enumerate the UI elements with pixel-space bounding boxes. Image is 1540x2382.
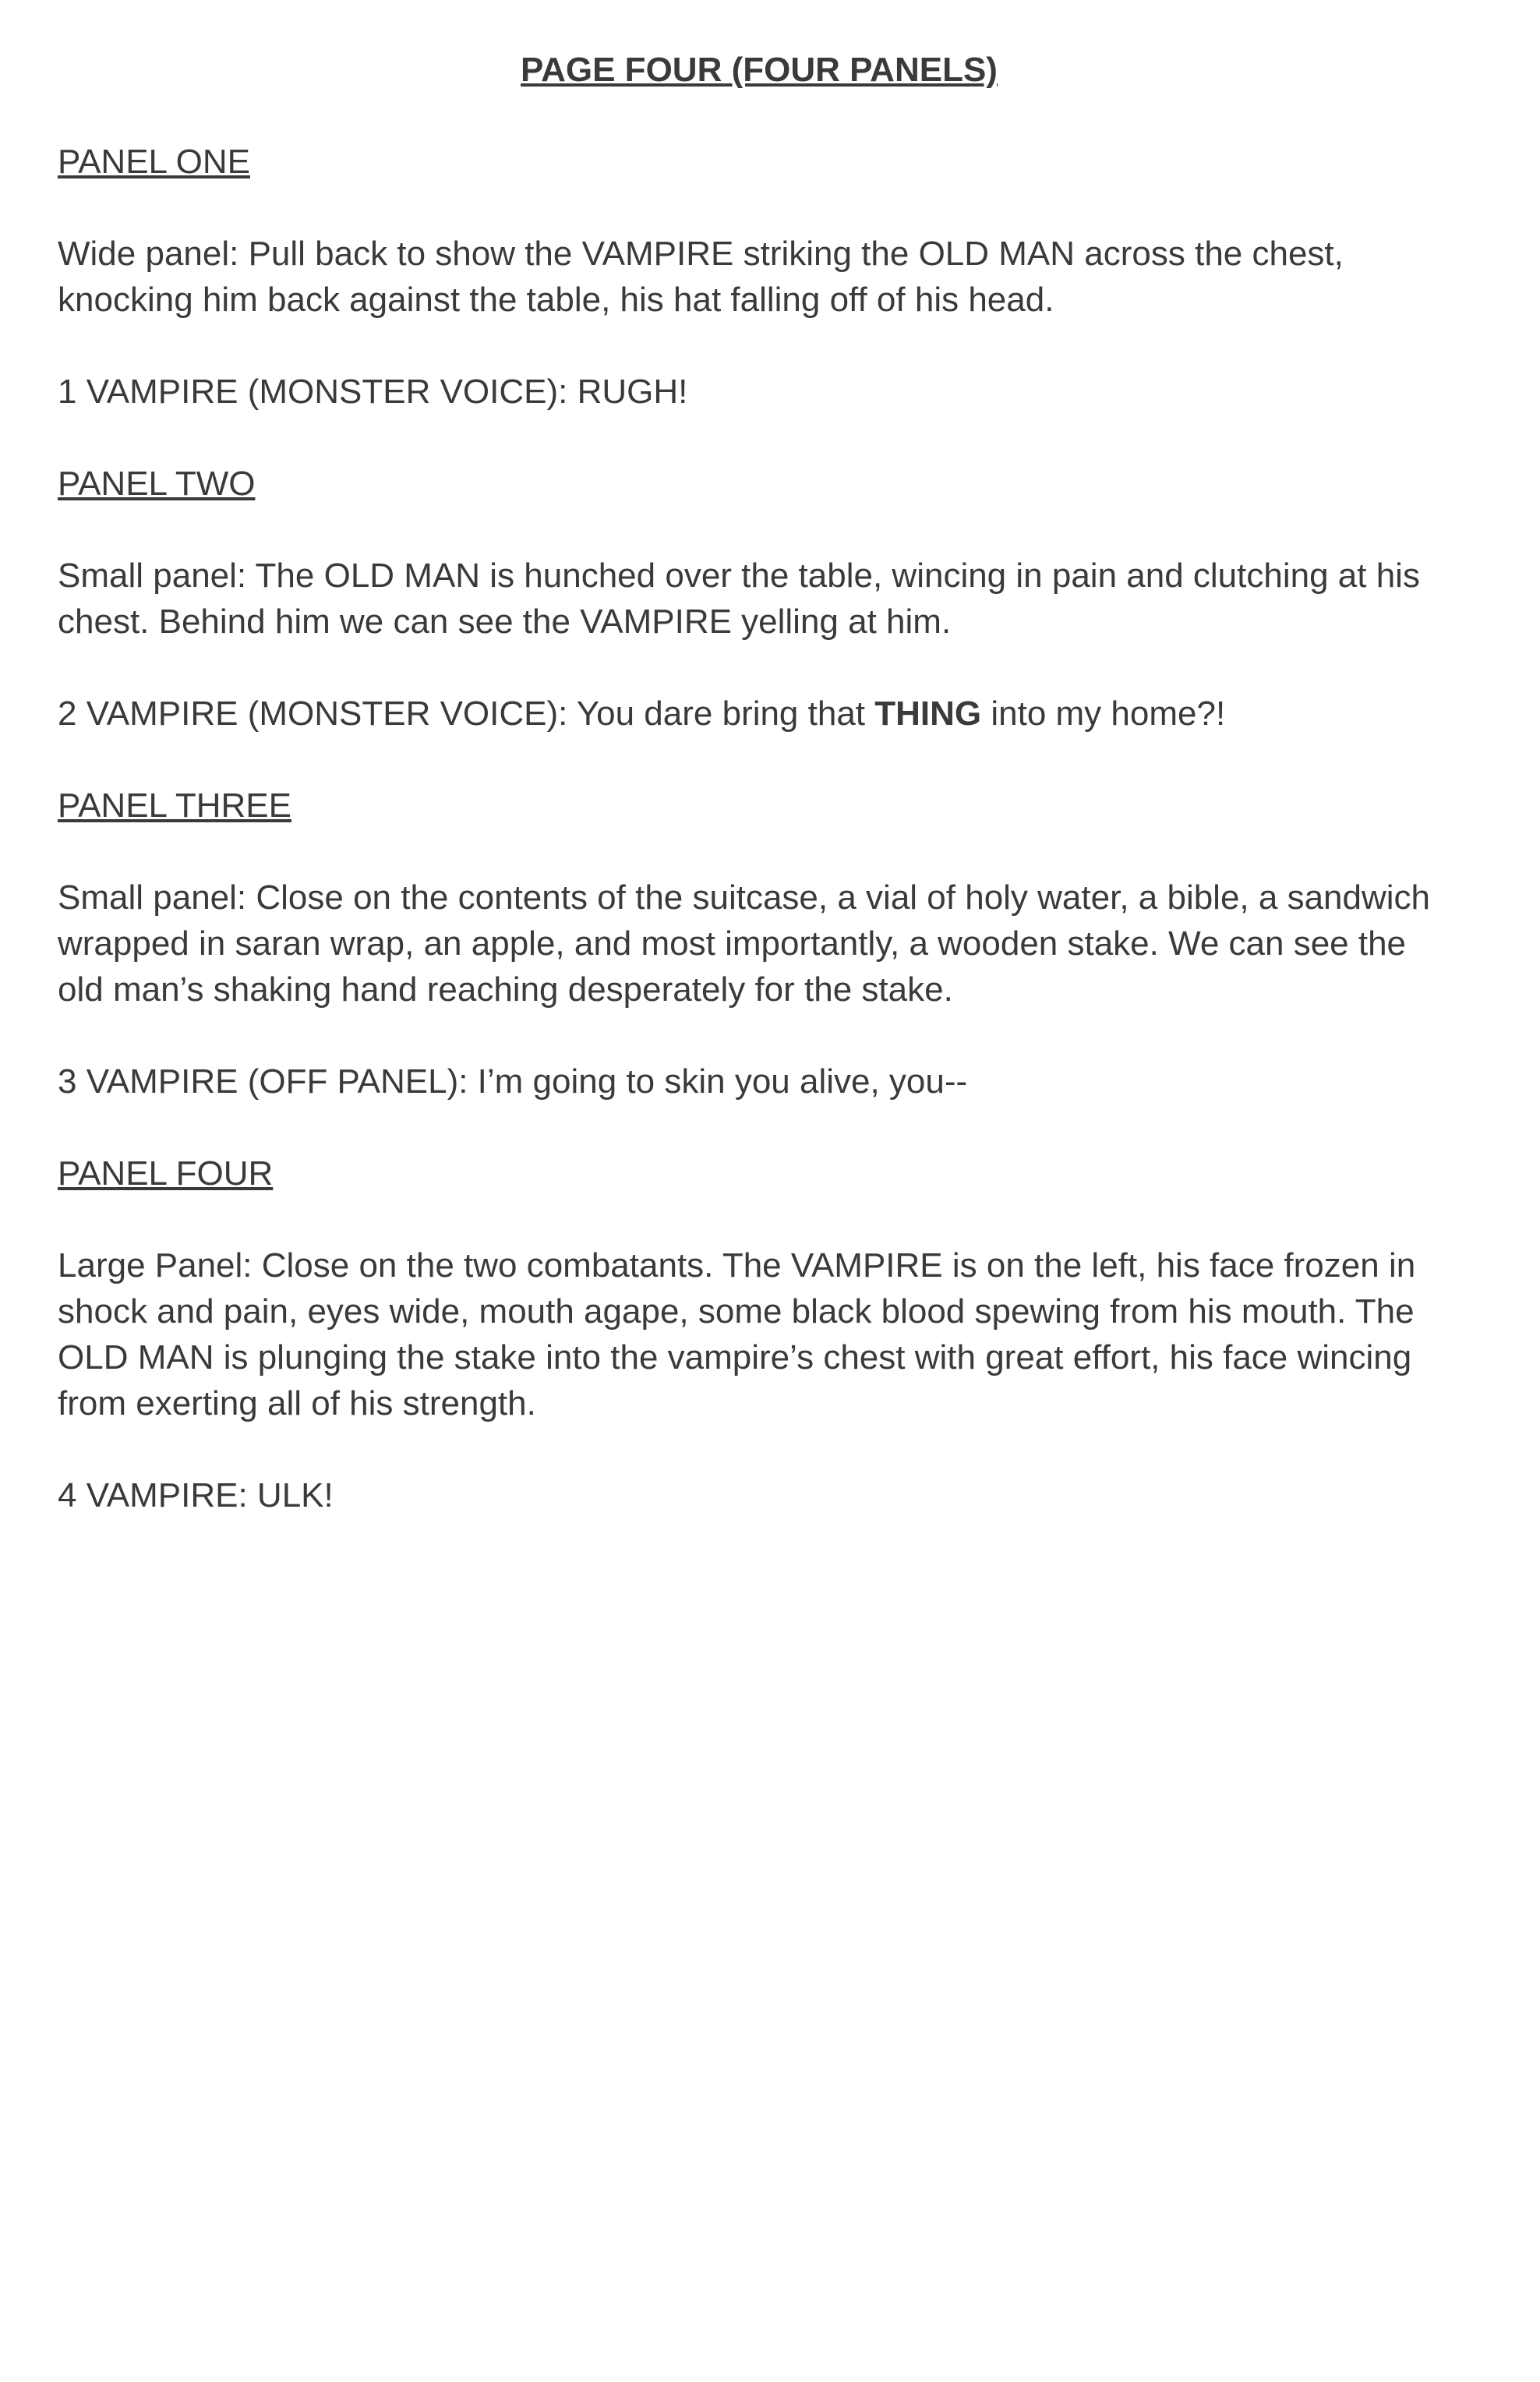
page-title: PAGE FOUR (FOUR PANELS) [521, 51, 998, 89]
panel-two-dialogue-emphasis: THING [874, 694, 982, 733]
panel-one-description: Wide panel: Pull back to show the VAMPIRE striking the OLD MAN across the chest, knocking him back against the table, his hat falling off of his head. [58, 235, 1344, 319]
panel-four-heading: PANEL FOUR [58, 1154, 274, 1193]
panel-four-dialogue: 4 VAMPIRE: ULK! [58, 1476, 334, 1514]
script-page [58, 47, 1461, 1564]
panel-one-dialogue: 1 VAMPIRE (MONSTER VOICE): RUGH! [58, 373, 688, 411]
panel-three-description: Small panel: Close on the contents of the suitcase, a vial of holy water, a bible, a sandwich wrapped in saran wrap, an apple, and most importantly, a wooden stake. We can see the old man’s shaking hand reaching desperately for the stake. [58, 878, 1431, 1009]
panel-two-description: Small panel: The OLD MAN is hunched over the table, wincing in pain and clutching at his chest. Behind him we can see the VAMPIRE yelling at him. [58, 557, 1420, 641]
panel-three-dialogue: 3 VAMPIRE (OFF PANEL): I’m going to skin you alive, you-- [58, 1062, 968, 1101]
panel-four-description: Large Panel: Close on the two combatants. The VAMPIRE is on the left, his face frozen in shock and pain, eyes wide, mouth agape, some black blood spewing from his mouth. The OLD MAN is plunging the stake into the vampire’s chest with great effort, his face wincing from exerting all of his strength. [58, 1246, 1416, 1422]
panel-one-heading: PANEL ONE [58, 143, 250, 181]
panel-two-dialogue-post: into my home?! [981, 694, 1226, 733]
panel-two-dialogue [58, 691, 1461, 737]
panel-three-heading: PANEL THREE [58, 786, 291, 825]
panel-two-dialogue-pre: 2 VAMPIRE (MONSTER VOICE): You dare bring that [58, 694, 875, 733]
panel-two-heading: PANEL TWO [58, 465, 256, 503]
